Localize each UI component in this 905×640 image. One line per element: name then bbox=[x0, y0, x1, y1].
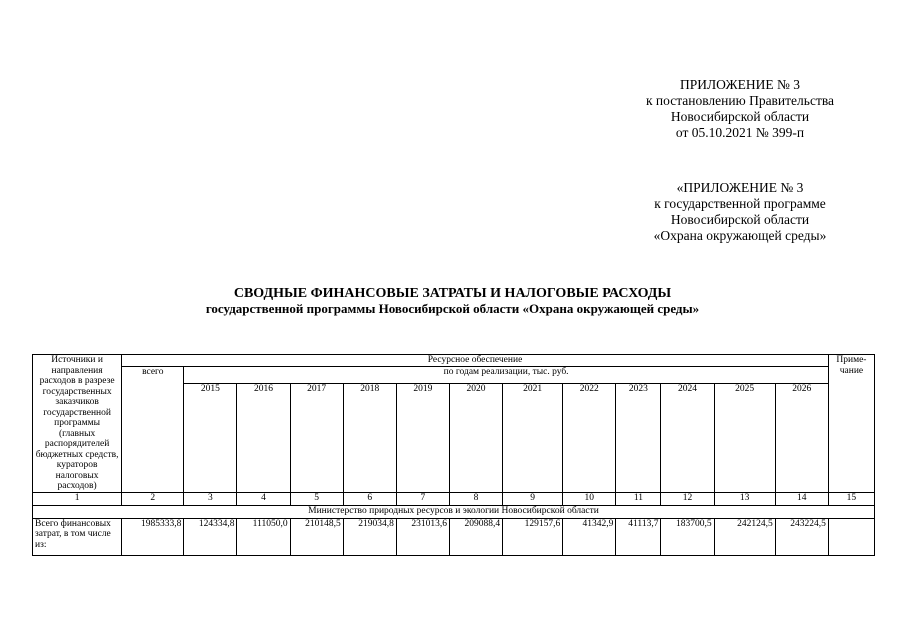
column-number: 7 bbox=[396, 492, 449, 505]
column-number: 6 bbox=[343, 492, 396, 505]
row-value: 183700,5 bbox=[661, 518, 714, 555]
row-value: 231013,6 bbox=[396, 518, 449, 555]
column-number: 15 bbox=[828, 492, 874, 505]
row-value: 124334,8 bbox=[184, 518, 237, 555]
header-year: 2018 bbox=[343, 383, 396, 492]
row-value: 219034,8 bbox=[343, 518, 396, 555]
column-number: 2 bbox=[122, 492, 184, 505]
row-value: 129157,6 bbox=[503, 518, 563, 555]
decree-appendix-line: от 05.10.2021 № 399-п bbox=[675, 125, 805, 140]
decree-appendix-line: Новосибирской области bbox=[670, 109, 810, 124]
header-year: 2021 bbox=[503, 383, 563, 492]
department-row: Министерство природных ресурсов и экологии Новосибирской области bbox=[33, 505, 875, 518]
column-number: 3 bbox=[184, 492, 237, 505]
decree-appendix-line: к постановлению Правительства bbox=[645, 93, 835, 108]
column-number: 4 bbox=[237, 492, 290, 505]
header-year: 2017 bbox=[290, 383, 343, 492]
column-number: 10 bbox=[563, 492, 616, 505]
row-label: Всего финансовых затрат, в том числе из: bbox=[33, 518, 122, 555]
row-value: 210148,5 bbox=[290, 518, 343, 555]
row-value: 209088,4 bbox=[449, 518, 502, 555]
program-appendix-line: к государственной программе bbox=[654, 196, 826, 211]
column-number: 11 bbox=[616, 492, 661, 505]
decree-appendix-header bbox=[610, 77, 870, 141]
header-year: 2023 bbox=[616, 383, 661, 492]
header-by-years: по годам реализации, тыс. руб. bbox=[184, 366, 829, 383]
row-value: 243224,5 bbox=[775, 518, 828, 555]
column-number: 12 bbox=[661, 492, 714, 505]
table-row bbox=[33, 518, 875, 555]
row-value: 41342,9 bbox=[563, 518, 616, 555]
column-number: 8 bbox=[449, 492, 502, 505]
header-year: 2025 bbox=[714, 383, 775, 492]
header-year: 2024 bbox=[661, 383, 714, 492]
title-main: СВОДНЫЕ ФИНАНСОВЫЕ ЗАТРАТЫ И НАЛОГОВЫЕ РАСХОДЫ bbox=[233, 286, 672, 301]
column-number: 13 bbox=[714, 492, 775, 505]
title-subtitle: государственной программы Новосибирской области «Охрана окружающей среды» bbox=[205, 301, 700, 316]
header-year: 2016 bbox=[237, 383, 290, 492]
header-year: 2019 bbox=[396, 383, 449, 492]
header-year: 2026 bbox=[775, 383, 828, 492]
column-number: 9 bbox=[503, 492, 563, 505]
financial-costs-table bbox=[32, 354, 875, 556]
row-note bbox=[828, 518, 874, 555]
row-value: 41113,7 bbox=[616, 518, 661, 555]
row-total: 1985333,8 bbox=[122, 518, 184, 555]
header-note: Приме-чание bbox=[828, 355, 874, 493]
column-number: 1 bbox=[33, 492, 122, 505]
program-appendix-line: Новосибирской области bbox=[670, 212, 810, 227]
program-appendix-header bbox=[610, 180, 870, 244]
row-value: 242124,5 bbox=[714, 518, 775, 555]
header-total: всего bbox=[122, 366, 184, 492]
program-appendix-line: «Охрана окружающей среды» bbox=[653, 228, 827, 243]
header-sources: Источники и направления расходов в разрезе государственных заказчиков государственной программы (главных распорядителей бюджетных средств, кураторов налоговых расходов) bbox=[33, 355, 122, 493]
column-number: 14 bbox=[775, 492, 828, 505]
header-year: 2020 bbox=[449, 383, 502, 492]
row-value: 111050,0 bbox=[237, 518, 290, 555]
column-number: 5 bbox=[290, 492, 343, 505]
header-year: 2015 bbox=[184, 383, 237, 492]
document-title bbox=[0, 286, 905, 316]
header-year: 2022 bbox=[563, 383, 616, 492]
decree-appendix-line: ПРИЛОЖЕНИЕ № 3 bbox=[679, 77, 801, 92]
program-appendix-line: «ПРИЛОЖЕНИЕ № 3 bbox=[676, 180, 804, 195]
header-resources: Ресурсное обеспечение bbox=[122, 355, 829, 367]
